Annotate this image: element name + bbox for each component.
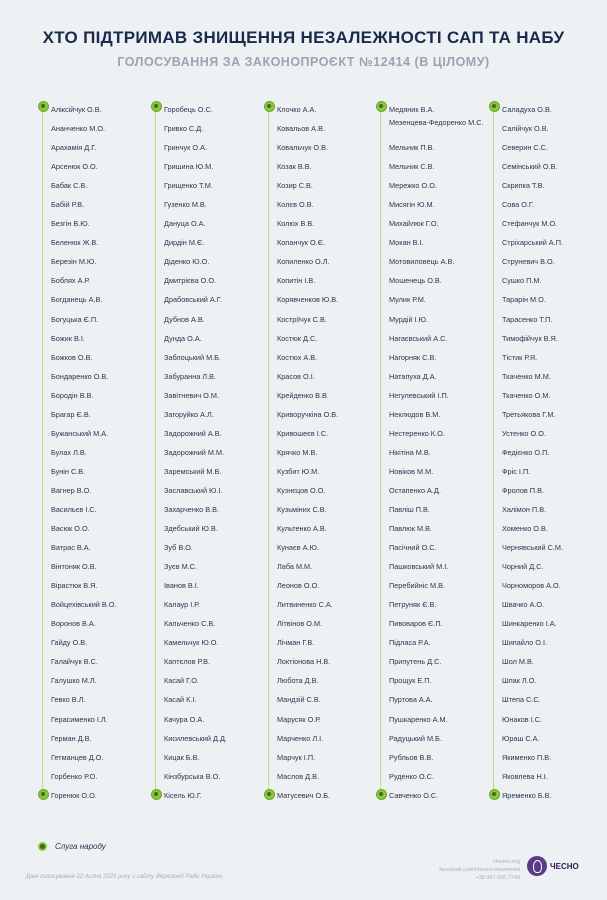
- deputy-name: Горенюк О.О.: [51, 790, 97, 800]
- party-marker-icon: [151, 789, 162, 800]
- chesno-logo-icon: [527, 856, 547, 876]
- deputy-name: Кисилевський Д.Д.: [164, 733, 227, 743]
- deputy-name: Боблях А.Р.: [51, 276, 90, 286]
- deputy-name: Струневич В.О.: [502, 257, 555, 267]
- deputy-name: Яковлева Н.І.: [502, 771, 548, 781]
- deputy-name: Арсенюк О.О.: [51, 162, 98, 172]
- deputy-name: Салійчук О.В.: [502, 124, 549, 134]
- deputy-name: Нікітіна М.В.: [389, 447, 431, 457]
- column-line: [493, 106, 495, 794]
- page-subtitle: ГОЛОСУВАННЯ ЗА ЗАКОНОПРОЄКТ №12414 (В ЦІЛОМУ): [117, 55, 490, 69]
- deputy-name: Лаба М.М.: [277, 562, 313, 572]
- deputy-name: Стріхарський А.П.: [502, 238, 563, 248]
- deputy-name: Богуцька Є.П.: [51, 314, 99, 324]
- deputy-name: Кузнєцов О.О.: [277, 485, 326, 495]
- deputy-name: Крейденко В.В.: [277, 390, 329, 400]
- deputy-name: Калаур І.Р.: [164, 600, 200, 610]
- deputy-name: Бабій Р.В.: [51, 200, 85, 210]
- deputy-name: Негулевський І.П.: [389, 390, 449, 400]
- deputy-name: Брагар Є.В.: [51, 409, 91, 419]
- deputy-name: Неклюдов В.М.: [389, 409, 441, 419]
- deputy-name: Задорожний М.М.: [164, 447, 225, 457]
- deputy-name: Гринчук О.А.: [164, 143, 207, 153]
- deputy-name: Матусевич О.Б.: [277, 790, 331, 800]
- deputy-name: Культенко А.В.: [277, 524, 327, 534]
- deputy-name: Ватрас В.А.: [51, 543, 91, 553]
- column-line: [42, 106, 44, 794]
- deputy-name: Васюк О.О.: [51, 524, 90, 534]
- deputy-name: Чорноморов А.О.: [502, 581, 561, 591]
- deputy-name: Зуб В.О.: [164, 543, 193, 553]
- deputy-name: Пушкаренко А.М.: [389, 714, 448, 724]
- deputies-column-4: [376, 100, 488, 800]
- deputy-name: Бабак С.В.: [51, 181, 88, 191]
- deputy-name: Воронов В.А.: [51, 619, 96, 629]
- deputy-name: Ковальчук О.В.: [277, 143, 328, 153]
- deputy-name: Тістик Р.Я.: [502, 352, 538, 362]
- deputy-name: Мельник П.В.: [389, 143, 435, 153]
- deputy-name: Задорожний А.В.: [164, 428, 222, 438]
- deputy-name: Загоруйко А.Л.: [164, 409, 214, 419]
- deputy-name: Булах Л.В.: [51, 447, 87, 457]
- column-line: [155, 106, 157, 794]
- deputy-name: Перебийніс М.В.: [389, 581, 445, 591]
- deputy-name: Клочко А.А.: [277, 105, 317, 115]
- deputy-name: Гришина Ю.М.: [164, 162, 214, 172]
- deputy-name: Ткаченко О.М.: [502, 390, 551, 400]
- contact-phone: +38 067 656 7749: [475, 875, 520, 882]
- deputy-name: Вагнер В.О.: [51, 485, 92, 495]
- deputy-name: Колюх В.В.: [277, 219, 315, 229]
- deputies-column-5: [489, 100, 601, 800]
- deputy-name: Костюх А.В.: [277, 352, 318, 362]
- deputy-name: Дмитрієва О.О.: [164, 276, 217, 286]
- party-marker-icon: [38, 101, 49, 112]
- deputy-name: Мезенцева-Федоренко М.С.: [389, 118, 484, 128]
- deputies-column-2: [151, 100, 263, 800]
- deputy-name: Заславський Ю.І.: [164, 485, 223, 495]
- deputy-name: Тарарін М.О.: [502, 295, 546, 305]
- deputy-name: Стефанчук М.О.: [502, 219, 558, 229]
- deputy-name: Горбенко Р.О.: [51, 771, 98, 781]
- deputy-name: Божик В.І.: [51, 333, 85, 343]
- deputy-name: Сушко П.М.: [502, 276, 542, 286]
- deputy-name: Халімон П.В.: [502, 505, 547, 514]
- deputy-name: Захарченко В.В.: [164, 505, 220, 514]
- party-marker-icon: [489, 101, 500, 112]
- party-marker-icon: [38, 789, 49, 800]
- deputies-column-3: [264, 100, 376, 800]
- column-line: [268, 106, 270, 794]
- deputy-name: Руденко О.С.: [389, 771, 434, 781]
- deputy-name: Беленюк Ж.В.: [51, 238, 99, 248]
- deputy-name: Швачко А.О.: [502, 600, 545, 610]
- deputy-name: Нагаєвський А.С.: [389, 333, 448, 343]
- deputy-name: Марченко Л.І.: [277, 733, 324, 743]
- deputy-name: Грищенко Т.М.: [164, 181, 213, 191]
- deputy-name: Бондаренко О.В.: [51, 371, 109, 381]
- deputy-name: Вінтоняк О.В.: [51, 562, 97, 572]
- deputy-name: Северин С.С.: [502, 143, 548, 153]
- deputy-name: Літвінов О.М.: [277, 619, 323, 629]
- deputy-name: Ковальов А.В.: [277, 124, 325, 134]
- deputy-name: Скрипка Т.В.: [502, 181, 545, 191]
- deputy-name: Касай К.І.: [164, 695, 197, 705]
- deputy-name: Аліксійчук О.В.: [51, 105, 102, 115]
- deputy-name: Герасименко І.Л.: [51, 714, 108, 724]
- deputy-name: Якименко П.В.: [502, 752, 552, 762]
- deputy-name: Саладуха О.В.: [502, 105, 552, 115]
- deputy-name: Чернявський С.М.: [502, 543, 563, 553]
- deputy-name: Здебський Ю.В.: [164, 524, 218, 534]
- deputy-name: Гетманцев Д.О.: [51, 752, 104, 762]
- deputy-name: Нагорняк С.В.: [389, 352, 437, 362]
- deputy-name: Бунін С.В.: [51, 466, 86, 476]
- deputy-name: Остапенко А.Д.: [389, 485, 441, 495]
- deputy-name: Яременко Б.В.: [502, 790, 552, 800]
- deputy-name: Новіков М.М.: [389, 466, 434, 476]
- source-note: Дані голосування 22 липня 2025 року з сайту Верховної Ради України: [26, 874, 223, 880]
- deputy-name: Крячко М.В.: [277, 447, 318, 457]
- deputy-name: Гевко В.Л.: [51, 695, 86, 705]
- legend: [38, 842, 106, 851]
- deputy-name: Галайчук В.С.: [51, 657, 98, 667]
- deputy-name: Шинкаренко І.А.: [502, 619, 557, 629]
- chesno-logo: [527, 856, 579, 876]
- deputy-name: Кінзбурська В.О.: [164, 771, 221, 781]
- deputy-name: Васильєв І.С.: [51, 505, 97, 514]
- deputy-name: Кальченко С.В.: [164, 619, 216, 629]
- deputy-name: Тарасенко Т.П.: [502, 314, 553, 324]
- deputy-name: Литвиненко С.А.: [277, 600, 333, 610]
- deputy-name: Мурдій І.Ю.: [389, 314, 429, 324]
- deputy-name: Радуцький М.Б.: [389, 733, 442, 743]
- deputy-name: Зуєв М.С.: [164, 562, 198, 572]
- deputy-name: Мельник С.В.: [389, 162, 435, 172]
- deputy-name: Федієнко О.П.: [502, 447, 550, 457]
- deputy-name: Підласа Р.А.: [389, 638, 431, 648]
- deputy-name: Дануца О.А.: [164, 219, 206, 229]
- deputy-name: Качура О.А.: [164, 714, 205, 724]
- deputy-name: Юнаков І.С.: [502, 714, 543, 724]
- deputy-name: Козак В.В.: [277, 162, 312, 172]
- deputy-name: Кривошеєв І.С.: [277, 428, 329, 438]
- deputy-name: Пасічний О.С.: [389, 543, 437, 553]
- deputy-name: Павліш П.В.: [389, 505, 430, 514]
- deputy-name: Лічман Г.В.: [277, 638, 315, 648]
- party-marker-icon: [489, 789, 500, 800]
- deputy-name: Шпак Л.О.: [502, 676, 537, 686]
- contacts: [439, 858, 520, 883]
- deputy-name: Криворучкіна О.В.: [277, 409, 339, 419]
- deputy-name: Драбовський А.Г.: [164, 295, 222, 305]
- party-marker-icon: [38, 842, 47, 851]
- deputy-name: Кузьміних С.В.: [277, 505, 327, 514]
- contact-website: chesno.org: [492, 859, 520, 865]
- deputy-name: Мотовиловець А.В.: [389, 257, 455, 267]
- deputy-name: Сова О.Г.: [502, 200, 534, 210]
- deputy-name: Натапуха Д.А.: [389, 371, 437, 381]
- deputy-name: Кісель Ю.Г.: [164, 790, 202, 800]
- deputy-name: Іванов В.І.: [164, 581, 199, 591]
- deputy-name: Завітневич О.М.: [164, 390, 219, 400]
- deputy-name: Гайду О.В.: [51, 638, 88, 648]
- deputy-name: Ткаченко М.М.: [502, 371, 551, 381]
- deputy-name: Савченко О.С.: [389, 790, 439, 800]
- deputy-name: Дунда О.А.: [164, 333, 202, 343]
- deputy-name: Бородін В.В.: [51, 390, 94, 400]
- deputy-name: Корявченков Ю.В.: [277, 295, 339, 305]
- deputy-name: Фролов П.В.: [502, 485, 544, 495]
- deputy-name: Мандзій С.В.: [277, 695, 321, 705]
- deputy-name: Мулик Р.М.: [389, 295, 426, 305]
- deputy-name: Кунаєв А.Ю.: [277, 543, 319, 553]
- deputy-name: Костюк Д.С.: [277, 333, 318, 343]
- party-marker-icon: [151, 101, 162, 112]
- deputy-name: Березін М.Ю.: [51, 257, 97, 267]
- deputy-name: Копанчук О.Є.: [277, 238, 325, 248]
- deputy-name: Галушко М.Л.: [51, 676, 97, 686]
- deputy-name: Ананченко М.О.: [51, 124, 106, 134]
- deputy-name: Заблоцький М.Б.: [164, 352, 221, 362]
- deputy-name: Мисягін Ю.М.: [389, 200, 435, 210]
- party-marker-icon: [376, 101, 387, 112]
- deputy-name: Припутень Д.С.: [389, 657, 442, 667]
- deputy-name: Штепа С.С.: [502, 695, 541, 705]
- deputy-name: Чорний Д.С.: [502, 562, 544, 572]
- deputy-name: Дубнов А.В.: [164, 314, 205, 324]
- party-marker-icon: [264, 101, 275, 112]
- deputy-name: Рубльов В.В.: [389, 752, 434, 762]
- deputy-name: Петруняк Є.В.: [389, 600, 437, 610]
- deputy-name: Красов О.І.: [277, 371, 315, 381]
- deputy-name: Павлюк М.В.: [389, 524, 432, 534]
- deputy-name: Марчук І.П.: [277, 752, 316, 762]
- deputy-name: Діденко Ю.О.: [164, 257, 210, 267]
- deputy-name: Тимофійчук В.Я.: [502, 333, 558, 343]
- deputy-name: Мошенець О.В.: [389, 276, 442, 286]
- deputy-name: Маслов Д.В.: [277, 771, 320, 781]
- contact-facebook: facebook.com/chesno.movement: [439, 867, 520, 874]
- deputy-name: Кузбит Ю.М.: [277, 466, 320, 476]
- deputy-name: Бужанський М.А.: [51, 428, 109, 438]
- deputy-name: Прощук Е.П.: [389, 676, 432, 686]
- deputy-name: Любота Д.В.: [277, 676, 319, 686]
- deputy-name: Богданець А.В.: [51, 295, 103, 305]
- deputy-name: Пуртова А.А.: [389, 695, 433, 705]
- logo-text: ЧЕСНО: [550, 861, 579, 871]
- deputy-name: Семінський О.В.: [502, 162, 558, 172]
- deputy-name: Войцехівський В.О.: [51, 600, 117, 610]
- deputy-name: Безгін В.Ю.: [51, 219, 90, 229]
- deputy-name: Дирдін М.Є.: [164, 238, 205, 248]
- deputy-name: Гривко С.Д.: [164, 124, 204, 134]
- deputy-name: Пашковський М.І.: [389, 562, 449, 572]
- deputy-name: Хоменко О.В.: [502, 524, 548, 534]
- deputy-name: Пивоваров Є.П.: [389, 619, 443, 629]
- deputy-name: Локтіонова Н.В.: [277, 657, 331, 667]
- deputy-name: Камельчук Ю.О.: [164, 638, 219, 648]
- deputy-name: Нестеренко К.О.: [389, 428, 445, 438]
- deputy-name: Заремський М.В.: [164, 466, 222, 476]
- deputy-name: Шол М.В.: [502, 657, 534, 667]
- deputy-name: Медяник В.А.: [389, 105, 435, 115]
- column-line: [380, 106, 382, 794]
- deputy-name: Касай Г.О.: [164, 676, 199, 686]
- deputy-name: Копиленко О.Л.: [277, 257, 330, 267]
- deputy-name: Арахамія Д.Г.: [51, 143, 97, 153]
- deputy-name: Фріс І.П.: [502, 466, 531, 476]
- deputy-name: Колєв О.В.: [277, 200, 314, 210]
- deputy-name: Марусяк О.Р.: [277, 714, 321, 724]
- deputy-name: Устенко О.О.: [502, 428, 546, 438]
- page-title: ХТО ПІДТРИМАВ ЗНИЩЕННЯ НЕЗАЛЕЖНОСТІ САП ТА НАБУ: [42, 28, 565, 47]
- deputy-name: Леонов О.О.: [277, 581, 320, 591]
- deputy-name: Вірастюк В.Я.: [51, 581, 98, 591]
- deputy-name: Костріїчук С.В.: [277, 314, 327, 324]
- deputy-name: Кицак Б.В.: [164, 752, 200, 762]
- deputy-name: Герман Д.В.: [51, 733, 92, 743]
- deputy-name: Горобець О.С.: [164, 105, 213, 115]
- deputies-column-1: [38, 100, 150, 800]
- deputy-name: Козир С.В.: [277, 181, 313, 191]
- deputy-name: Гузенко М.В.: [164, 200, 207, 210]
- party-marker-icon: [376, 789, 387, 800]
- deputy-name: Каптєлов Р.В.: [164, 657, 211, 667]
- deputy-name: Шипайло О.І.: [502, 638, 548, 648]
- legend-label: Слуга народу: [55, 842, 106, 851]
- deputy-name: Юраш С.А.: [502, 733, 540, 743]
- deputy-name: Михайлюк Г.О.: [389, 219, 439, 229]
- deputy-name: Мережко О.О.: [389, 181, 437, 191]
- deputy-name: Божков О.В.: [51, 352, 93, 362]
- deputy-name: Мокан В.І.: [389, 238, 424, 248]
- deputy-name: Забуранна Л.В.: [164, 371, 217, 381]
- party-marker-icon: [264, 789, 275, 800]
- deputy-name: Третьякова Г.М.: [502, 409, 556, 419]
- deputy-name: Копитін І.В.: [277, 276, 316, 286]
